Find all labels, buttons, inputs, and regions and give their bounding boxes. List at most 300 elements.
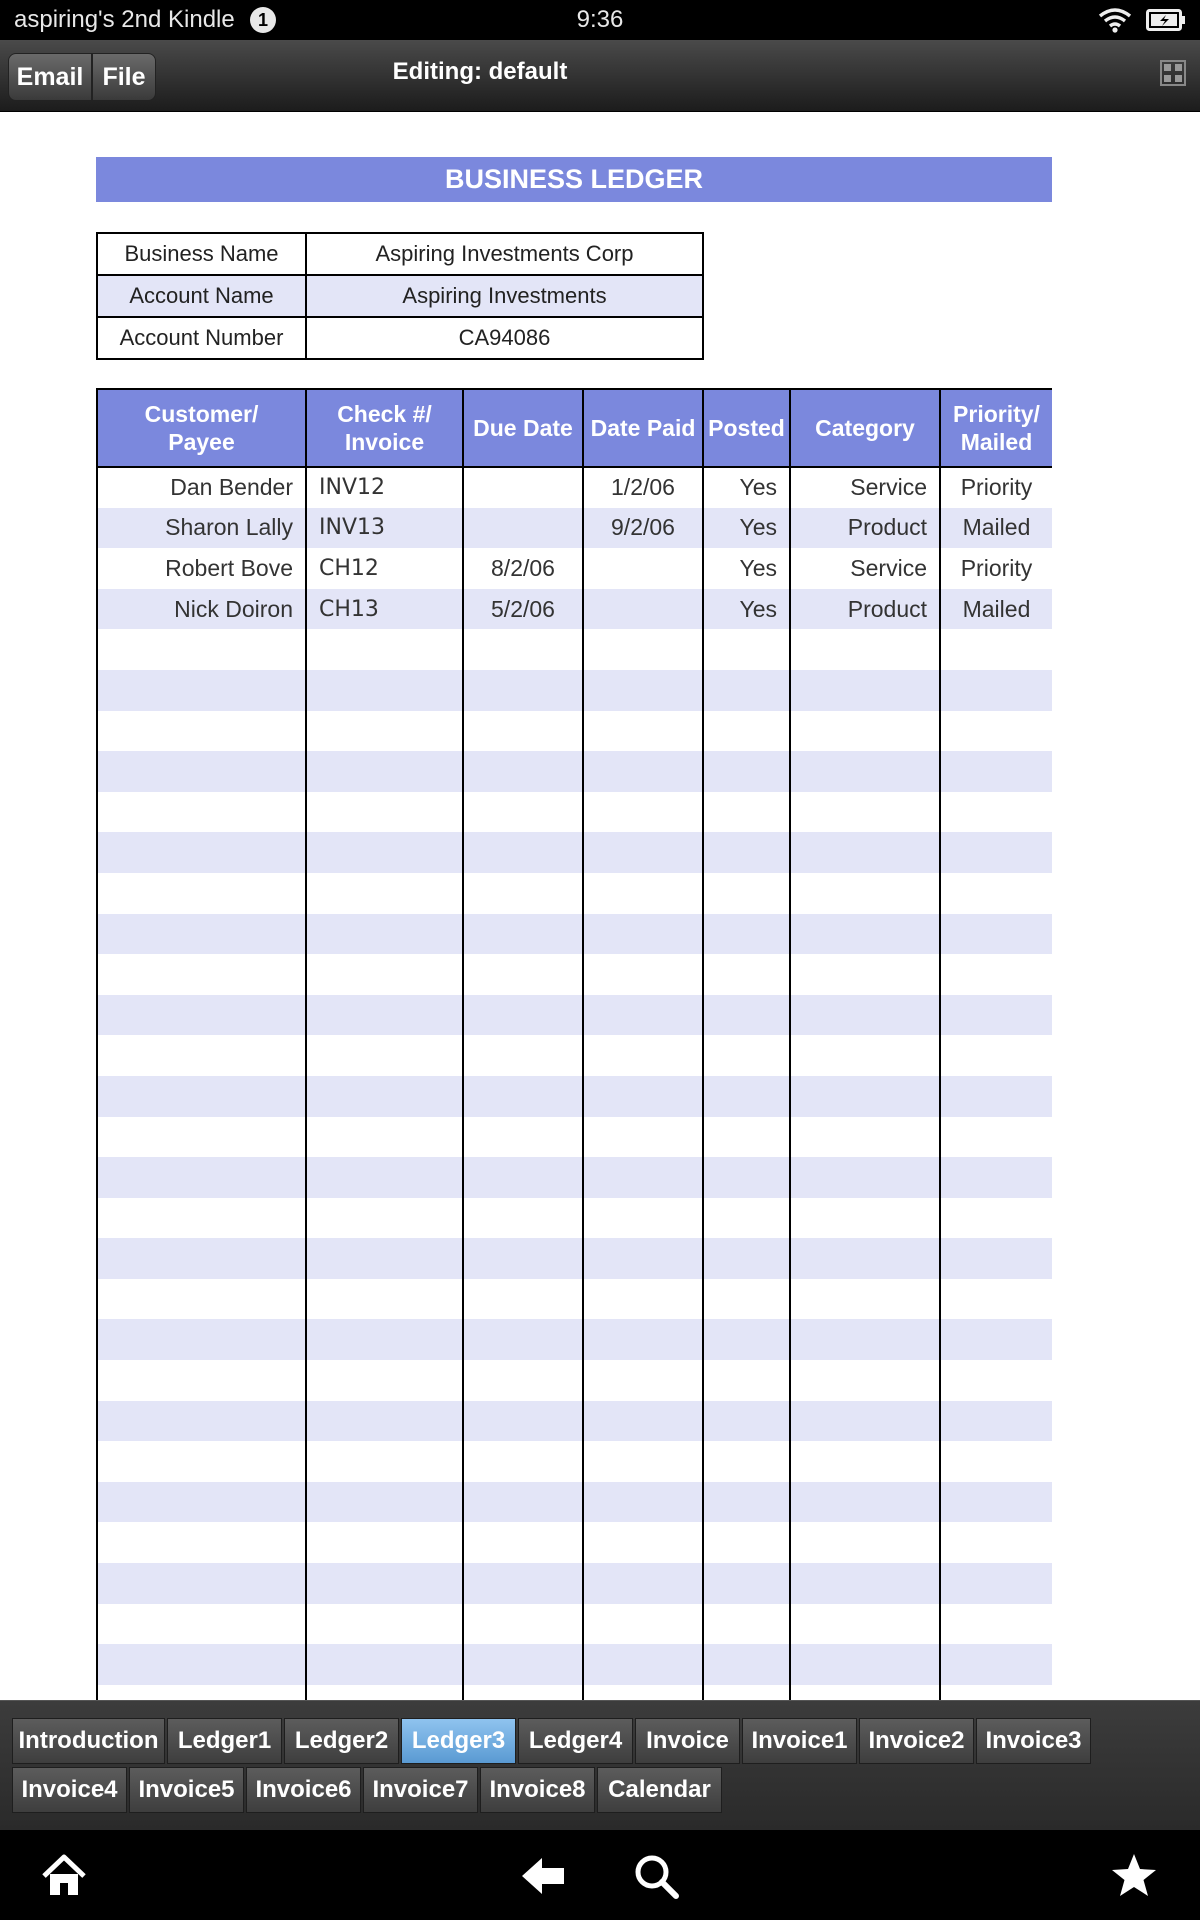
ledger-cell[interactable] [306,1157,463,1198]
ledger-cell[interactable] [306,629,463,670]
column-header[interactable]: Check #/ Invoice [306,389,463,467]
ledger-row [97,589,1052,630]
ledger-cell[interactable] [97,1319,306,1360]
ledger-cell[interactable] [583,1238,703,1279]
ledger-cell[interactable] [790,914,940,955]
ledger-cell[interactable] [583,548,703,589]
ledger-cell[interactable] [97,1157,306,1198]
ledger-cell[interactable] [97,711,306,752]
ledger-cell[interactable] [790,1401,940,1442]
ledger-cell[interactable] [97,954,306,995]
empty-ledger-row [97,1076,1052,1117]
ledger-cell[interactable]: Yes [703,589,790,630]
ledger-cell[interactable] [790,751,940,792]
ledger-cell[interactable] [306,1563,463,1604]
ledger-cell[interactable] [97,1644,306,1685]
sheet-tab-invoice1[interactable]: Invoice1 [742,1718,857,1764]
ledger-cell[interactable] [306,995,463,1036]
notification-badge[interactable]: 1 [250,7,276,33]
ledger-cell[interactable] [463,1401,583,1442]
ledger-cell[interactable]: 8/2/06 [463,548,583,589]
sheet-tab-calendar[interactable]: Calendar [597,1767,722,1813]
account-info-table [96,232,704,360]
ledger-cell[interactable] [463,914,583,955]
ledger-cell[interactable] [306,914,463,955]
ledger-cell[interactable] [790,1117,940,1158]
status-bar [0,0,1200,40]
ledger-cell[interactable] [463,1319,583,1360]
ledger-cell[interactable] [97,1279,306,1320]
ledger-cell[interactable] [703,792,790,833]
empty-ledger-row [97,1238,1052,1279]
ledger-cell[interactable] [306,832,463,873]
ledger-cell[interactable] [583,1157,703,1198]
ledger-cell[interactable] [463,1076,583,1117]
column-header[interactable]: Due Date [463,389,583,467]
ledger-cell[interactable] [940,1238,1052,1279]
empty-ledger-row [97,711,1052,752]
ledger-cell[interactable] [940,1076,1052,1117]
ledger-cell[interactable] [97,1076,306,1117]
ledger-cell[interactable] [583,1522,703,1563]
ledger-cell[interactable] [97,1035,306,1076]
column-header[interactable]: Category [790,389,940,467]
ledger-cell[interactable] [306,751,463,792]
ledger-cell[interactable] [703,1319,790,1360]
ledger-cell[interactable] [306,1685,463,1700]
ledger-cell[interactable] [463,1360,583,1401]
ledger-cell[interactable] [940,1319,1052,1360]
ledger-cell[interactable] [97,1522,306,1563]
ledger-cell[interactable] [703,832,790,873]
info-value[interactable]: CA94086 [306,317,703,359]
favorites-icon[interactable] [1110,1852,1158,1900]
ledger-cell[interactable] [306,1482,463,1523]
ledger-cell[interactable] [463,1238,583,1279]
ledger-cell[interactable] [790,1157,940,1198]
ledger-cell[interactable]: Product [790,589,940,630]
ledger-cell[interactable] [583,1482,703,1523]
ledger-cell[interactable] [463,751,583,792]
empty-ledger-row [97,1157,1052,1198]
ledger-cell[interactable] [583,1604,703,1645]
ledger-cell[interactable] [583,914,703,955]
sheet-tab-bar [0,1700,1200,1830]
ledger-cell[interactable] [940,873,1052,914]
empty-ledger-row [97,1401,1052,1442]
ledger-cell[interactable] [703,1522,790,1563]
empty-ledger-row [97,1685,1052,1700]
ledger-cell[interactable] [703,995,790,1036]
ledger-cell[interactable] [790,629,940,670]
sheet-tab-invoice8[interactable]: Invoice8 [480,1767,595,1813]
ledger-cell[interactable] [790,792,940,833]
file-button[interactable]: File [92,53,156,101]
ledger-cell[interactable] [940,629,1052,670]
ledger-cell[interactable] [940,1279,1052,1320]
empty-ledger-row [97,751,1052,792]
ledger-cell[interactable] [790,670,940,711]
column-header[interactable]: Priority/ Mailed [940,389,1052,467]
ledger-cell[interactable] [463,711,583,752]
info-row [97,233,703,275]
ledger-cell[interactable] [790,1685,940,1700]
ledger-cell[interactable] [583,1319,703,1360]
ledger-cell[interactable] [703,1482,790,1523]
ledger-cell[interactable] [703,1198,790,1239]
ledger-cell[interactable] [940,792,1052,833]
ledger-table [96,388,1052,1700]
ledger-cell[interactable] [703,670,790,711]
ledger-cell[interactable] [306,670,463,711]
ledger-cell[interactable] [790,954,940,995]
ledger-cell[interactable] [463,1685,583,1700]
ledger-cell[interactable] [790,1279,940,1320]
ledger-cell[interactable] [463,467,583,508]
ledger-cell[interactable]: Dan Bender [97,467,306,508]
ledger-cell[interactable] [306,1522,463,1563]
sheet-title[interactable]: BUSINESS LEDGER [96,157,1052,202]
empty-ledger-row [97,1117,1052,1158]
device-name: aspiring's 2nd Kindle [14,6,235,33]
ledger-cell[interactable] [97,751,306,792]
ledger-cell[interactable] [97,1441,306,1482]
ledger-cell[interactable] [790,1319,940,1360]
ledger-cell[interactable] [463,1482,583,1523]
ledger-cell[interactable] [583,589,703,630]
ledger-cell[interactable] [703,1076,790,1117]
ledger-cell[interactable] [97,995,306,1036]
ledger-cell[interactable]: Yes [703,548,790,589]
ledger-cell[interactable] [940,1157,1052,1198]
ledger-cell[interactable] [97,1198,306,1239]
ledger-cell[interactable] [97,1117,306,1158]
ledger-cell[interactable] [306,1238,463,1279]
ledger-cell[interactable] [306,1401,463,1442]
ledger-cell[interactable] [306,1035,463,1076]
grid-view-icon[interactable] [1160,60,1186,86]
ledger-cell[interactable] [306,1644,463,1685]
ledger-cell[interactable] [940,670,1052,711]
search-icon[interactable] [632,1852,680,1900]
ledger-cell[interactable] [306,954,463,995]
home-icon[interactable] [40,1852,88,1900]
ledger-cell[interactable] [790,1238,940,1279]
ledger-cell[interactable] [790,873,940,914]
ledger-cell[interactable]: Priority [940,548,1052,589]
ledger-cell[interactable] [703,1441,790,1482]
ledger-cell[interactable] [583,751,703,792]
ledger-cell[interactable] [306,1076,463,1117]
info-row [97,275,703,317]
empty-ledger-row [97,629,1052,670]
ledger-cell[interactable] [940,1035,1052,1076]
ledger-cell[interactable] [306,1117,463,1158]
empty-ledger-row [97,792,1052,833]
ledger-cell[interactable]: Service [790,548,940,589]
ledger-cell[interactable] [97,832,306,873]
column-header[interactable]: Posted [703,389,790,467]
ledger-cell[interactable] [703,873,790,914]
ledger-cell[interactable] [790,1563,940,1604]
empty-ledger-row [97,1279,1052,1320]
ledger-cell[interactable]: INV13 [306,508,463,549]
ledger-grid [96,388,1052,1700]
info-row [97,317,703,359]
ledger-cell[interactable] [463,1441,583,1482]
ledger-row [97,508,1052,549]
ledger-cell[interactable]: Priority [940,467,1052,508]
wifi-icon [1098,7,1132,33]
ledger-cell[interactable] [703,1238,790,1279]
ledger-cell[interactable] [940,1441,1052,1482]
ledger-cell[interactable] [703,1401,790,1442]
sheet-tab-invoice[interactable]: Invoice [635,1718,740,1764]
ledger-cell[interactable] [790,1522,940,1563]
ledger-cell[interactable]: 9/2/06 [583,508,703,549]
ledger-cell[interactable] [306,1360,463,1401]
ledger-cell[interactable] [583,629,703,670]
ledger-cell[interactable] [463,629,583,670]
ledger-cell[interactable] [940,954,1052,995]
empty-ledger-row [97,914,1052,955]
ledger-cell[interactable] [790,1360,940,1401]
sheet-tab-invoice6[interactable]: Invoice6 [246,1767,361,1813]
empty-ledger-row [97,1441,1052,1482]
ledger-cell[interactable] [583,954,703,995]
ledger-cell[interactable] [463,670,583,711]
ledger-cell[interactable] [940,711,1052,752]
ledger-cell[interactable] [583,832,703,873]
empty-ledger-row [97,873,1052,914]
empty-ledger-row [97,1563,1052,1604]
ledger-cell[interactable] [583,1117,703,1158]
ledger-cell[interactable] [306,1198,463,1239]
ledger-cell[interactable] [97,1685,306,1700]
ledger-cell[interactable] [583,1563,703,1604]
ledger-cell[interactable] [97,1482,306,1523]
ledger-cell[interactable] [790,1198,940,1239]
ledger-cell[interactable] [583,995,703,1036]
ledger-cell[interactable] [583,1401,703,1442]
column-header[interactable]: Date Paid [583,389,703,467]
ledger-cell[interactable] [306,873,463,914]
ledger-cell[interactable] [790,1035,940,1076]
empty-ledger-row [97,1198,1052,1239]
sheet-tab-ledger4[interactable]: Ledger4 [518,1718,633,1764]
ledger-cell[interactable]: Sharon Lally [97,508,306,549]
empty-ledger-row [97,1522,1052,1563]
ledger-cell[interactable]: 1/2/06 [583,467,703,508]
ledger-cell[interactable] [306,1319,463,1360]
ledger-cell[interactable] [703,1360,790,1401]
ledger-cell[interactable] [97,629,306,670]
ledger-header-row [97,389,1052,467]
ledger-cell[interactable] [463,1522,583,1563]
ledger-cell[interactable] [940,1360,1052,1401]
ledger-cell[interactable] [97,1401,306,1442]
ledger-cell[interactable] [583,1644,703,1685]
ledger-cell[interactable] [703,1685,790,1700]
ledger-cell[interactable] [790,1482,940,1523]
ledger-cell[interactable] [463,954,583,995]
ledger-cell[interactable] [940,1117,1052,1158]
ledger-cell[interactable] [583,1441,703,1482]
info-value[interactable]: Aspiring Investments [306,275,703,317]
ledger-cell[interactable] [790,1441,940,1482]
sheet-tab-ledger2[interactable]: Ledger2 [284,1718,399,1764]
ledger-cell[interactable] [940,995,1052,1036]
info-label[interactable]: Account Name [97,275,306,317]
info-value[interactable]: Aspiring Investments Corp [306,233,703,275]
ledger-cell[interactable] [306,1604,463,1645]
ledger-cell[interactable] [97,792,306,833]
empty-ledger-row [97,1360,1052,1401]
ledger-cell[interactable] [703,1644,790,1685]
ledger-cell[interactable]: Yes [703,508,790,549]
ledger-cell[interactable] [703,751,790,792]
ledger-cell[interactable] [97,873,306,914]
ledger-cell[interactable] [583,792,703,833]
ledger-cell[interactable] [703,1035,790,1076]
ledger-cell[interactable] [97,1604,306,1645]
ledger-cell[interactable] [583,1685,703,1700]
ledger-cell[interactable] [583,711,703,752]
empty-ledger-row [97,1035,1052,1076]
ledger-cell[interactable] [940,751,1052,792]
ledger-cell[interactable] [463,1279,583,1320]
empty-ledger-row [97,954,1052,995]
ledger-cell[interactable]: 5/2/06 [463,589,583,630]
ledger-cell[interactable] [97,1563,306,1604]
ledger-cell[interactable] [940,1401,1052,1442]
ledger-cell[interactable] [463,1563,583,1604]
ledger-cell[interactable] [703,1604,790,1645]
ledger-cell[interactable]: Robert Bove [97,548,306,589]
sheet-tab-invoice2[interactable]: Invoice2 [859,1718,974,1764]
empty-ledger-row [97,995,1052,1036]
ledger-cell[interactable] [463,995,583,1036]
ledger-cell[interactable] [940,1685,1052,1700]
ledger-cell[interactable] [940,832,1052,873]
ledger-cell[interactable] [97,1238,306,1279]
ledger-row [97,548,1052,589]
empty-ledger-row [97,670,1052,711]
ledger-cell[interactable] [940,1522,1052,1563]
ledger-cell[interactable] [306,1279,463,1320]
ledger-cell[interactable] [463,1644,583,1685]
ledger-cell[interactable] [940,1644,1052,1685]
ledger-row [97,467,1052,508]
ledger-cell[interactable] [940,1604,1052,1645]
ledger-cell[interactable] [97,914,306,955]
sheet-tab-invoice7[interactable]: Invoice7 [363,1767,478,1813]
ledger-cell[interactable] [703,1157,790,1198]
empty-ledger-row [97,1644,1052,1685]
ledger-cell[interactable]: INV12 [306,467,463,508]
ledger-cell[interactable] [583,1076,703,1117]
ledger-cell[interactable] [97,1360,306,1401]
ledger-cell[interactable] [463,1604,583,1645]
ledger-cell[interactable]: Service [790,467,940,508]
ledger-cell[interactable] [703,954,790,995]
empty-ledger-row [97,1604,1052,1645]
ledger-cell[interactable]: Product [790,508,940,549]
ledger-cell[interactable] [583,1360,703,1401]
info-label[interactable]: Account Number [97,317,306,359]
ledger-cell[interactable] [583,1279,703,1320]
ledger-cell[interactable] [306,1441,463,1482]
sheet-tab-ledger1[interactable]: Ledger1 [167,1718,282,1764]
column-header[interactable]: Customer/ Payee [97,389,306,467]
ledger-cell[interactable] [97,670,306,711]
ledger-cell[interactable]: Mailed [940,589,1052,630]
ledger-cell[interactable]: Mailed [940,508,1052,549]
ledger-cell[interactable] [940,1563,1052,1604]
ledger-cell[interactable]: CH13 [306,589,463,630]
ledger-cell[interactable] [790,832,940,873]
ledger-cell[interactable] [463,832,583,873]
ledger-cell[interactable] [583,1035,703,1076]
ledger-cell[interactable] [940,1482,1052,1523]
ledger-cell[interactable] [940,1198,1052,1239]
ledger-cell[interactable] [703,1279,790,1320]
sheet-tab-invoice5[interactable]: Invoice5 [129,1767,244,1813]
ledger-cell[interactable]: CH12 [306,548,463,589]
empty-ledger-row [97,1482,1052,1523]
empty-ledger-row [97,832,1052,873]
sheet-tab-ledger3[interactable]: Ledger3 [401,1718,516,1764]
ledger-cell[interactable] [790,1604,940,1645]
ledger-cell[interactable] [703,711,790,752]
app-toolbar [0,40,1200,112]
empty-ledger-row [97,1319,1052,1360]
ledger-cell[interactable] [463,1035,583,1076]
ledger-cell[interactable] [583,873,703,914]
ledger-cell[interactable] [703,1117,790,1158]
ledger-cell[interactable] [463,873,583,914]
ledger-cell[interactable] [463,1198,583,1239]
clock: 9:36 [576,6,624,33]
ledger-cell[interactable] [463,508,583,549]
ledger-cell[interactable] [463,1157,583,1198]
ledger-cell[interactable] [790,1076,940,1117]
info-label[interactable]: Business Name [97,233,306,275]
ledger-cell[interactable] [790,711,940,752]
sheet-tab-invoice3[interactable]: Invoice3 [976,1718,1091,1764]
ledger-cell[interactable] [583,670,703,711]
ledger-cell[interactable] [703,629,790,670]
ledger-cell[interactable] [703,1563,790,1604]
ledger-cell[interactable] [790,1644,940,1685]
ledger-cell[interactable] [463,792,583,833]
ledger-cell[interactable] [463,1117,583,1158]
ledger-cell[interactable]: Yes [703,467,790,508]
ledger-cell[interactable] [940,914,1052,955]
ledger-cell[interactable]: Nick Doiron [97,589,306,630]
battery-icon [1146,9,1186,31]
back-icon[interactable] [520,1852,568,1900]
sheet-tab-introduction[interactable]: Introduction [12,1718,165,1764]
email-button[interactable]: Email [8,53,92,101]
ledger-cell[interactable] [583,1198,703,1239]
ledger-cell[interactable] [703,914,790,955]
ledger-cell[interactable] [306,792,463,833]
ledger-cell[interactable] [306,711,463,752]
sheet-tab-invoice4[interactable]: Invoice4 [12,1767,127,1813]
system-nav-bar [0,1830,1200,1920]
ledger-cell[interactable] [790,995,940,1036]
